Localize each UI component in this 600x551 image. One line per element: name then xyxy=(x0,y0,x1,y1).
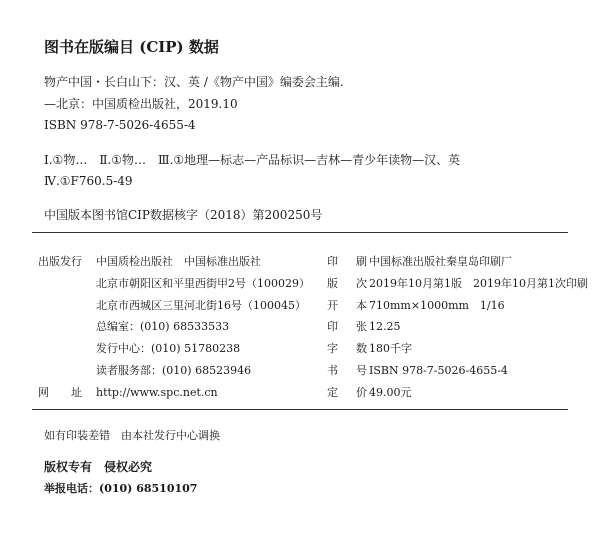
copyright-statement: 版权专有 侵权必究 xyxy=(44,460,153,474)
print-info-value: 2019年10月第1版 2019年10月第1次印刷 xyxy=(369,276,588,290)
classification-line: Ⅰ.①物… Ⅱ.①物… Ⅲ.①地理—标志—产品标识—吉林—青少年读物—汉、英 xyxy=(44,153,461,167)
print-info-value: ISBN 978-7-5026-4655-4 xyxy=(369,363,508,377)
print-info-value: 中国标准出版社秦皇岛印刷厂 xyxy=(369,255,512,268)
divider-bottom xyxy=(32,409,568,410)
publisher-info-value: 中国质检出版社 中国标准出版社 xyxy=(96,255,261,268)
print-info-label: 版 次 xyxy=(327,276,367,290)
print-info-table xyxy=(327,251,588,404)
print-info-row xyxy=(327,273,588,295)
print-info-label: 印 张 xyxy=(327,320,367,334)
publisher-info-value: 总编室：(010) 68533533 xyxy=(96,320,230,334)
rights-block xyxy=(44,458,197,500)
publisher-info-label: 网 址 xyxy=(38,385,82,399)
print-info-row xyxy=(327,251,588,273)
publisher-info-label xyxy=(38,295,82,317)
print-info-row xyxy=(327,338,588,360)
publisher-info-label: 出版发行 xyxy=(38,255,82,268)
print-info-row xyxy=(327,360,588,382)
cip-description xyxy=(44,72,344,137)
publisher-info-row xyxy=(38,295,310,317)
print-info-value: 710mm×1000mm 1/16 xyxy=(369,298,505,312)
publisher-info-label xyxy=(38,273,82,295)
publisher-info-label xyxy=(38,338,82,360)
publisher-info-row xyxy=(38,360,310,382)
print-info-value: 12.25 xyxy=(369,320,401,334)
cip-heading: 图书在版编目 (CIP) 数据 xyxy=(44,38,219,56)
publisher-info-row xyxy=(38,382,310,404)
publisher-info-label xyxy=(38,316,82,338)
publisher-info-value: 北京市西城区三里河北街16号（100045） xyxy=(96,298,306,312)
publisher-info-row xyxy=(38,316,310,338)
publisher-info-row xyxy=(38,338,310,360)
print-info-value: 49.00元 xyxy=(369,385,412,399)
publisher-info-value: 读者服务部：(010) 68523946 xyxy=(96,363,252,377)
publisher-info-label xyxy=(38,360,82,382)
divider-top xyxy=(32,232,568,233)
print-info-label: 书 号 xyxy=(327,363,367,377)
print-info-label: 开 本 xyxy=(327,298,367,312)
publisher-info-value: 北京市朝阳区和平里西街甲2号（100029） xyxy=(96,276,310,290)
publisher-info-value: 发行中心：(010) 51780238 xyxy=(96,342,241,356)
classification-line: Ⅳ.①F760.5-49 xyxy=(44,174,133,188)
print-info-label: 定 价 xyxy=(327,385,367,399)
cip-classification xyxy=(44,150,460,192)
print-info-row xyxy=(327,382,588,404)
misprint-notice: 如有印装差错 由本社发行中心调换 xyxy=(44,429,220,442)
cip-record-number: 中国版本图书馆CIP数据核字（2018）第200250号 xyxy=(44,208,323,222)
print-info-row xyxy=(327,295,588,317)
report-hotline: 举报电话：(010) 68510107 xyxy=(44,482,198,495)
cip-title-line: 物产中国・长白山下：汉、英 /《物产中国》编委会主编. xyxy=(44,75,344,89)
print-info-row xyxy=(327,316,588,338)
publisher-info-row xyxy=(38,251,310,273)
print-info-value: 180千字 xyxy=(369,342,412,356)
publisher-info-table xyxy=(38,251,310,404)
publisher-website: http://www.spc.net.cn xyxy=(96,385,218,399)
publisher-info-row xyxy=(38,273,310,295)
cip-isbn-line: ISBN 978-7-5026-4655-4 xyxy=(44,118,196,132)
print-info-label: 印 刷 xyxy=(327,255,367,268)
cip-publisher-line: —北京：中国质检出版社，2019.10 xyxy=(44,96,238,111)
print-info-label: 字 数 xyxy=(327,342,367,356)
